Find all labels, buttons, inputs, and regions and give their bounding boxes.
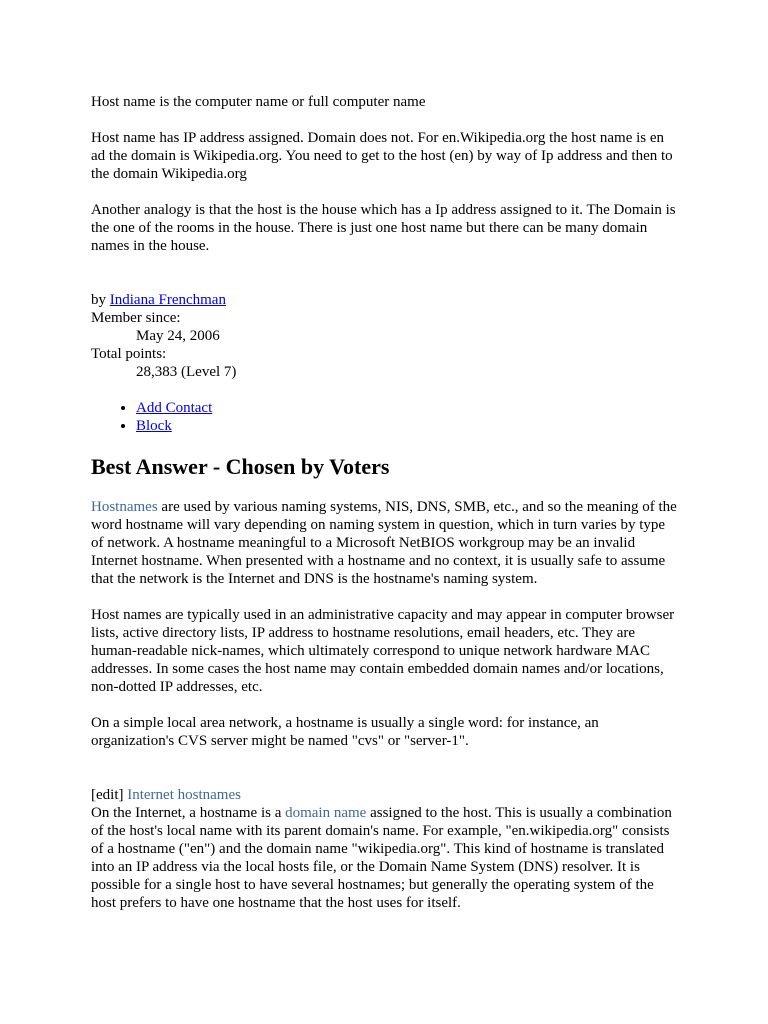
domain-name-link[interactable]: domain name [285, 805, 367, 821]
author-info [91, 291, 681, 381]
answer-text: assigned to the host. This is usually a combination of the host's local name with its parent domain's name. For example, "en.wikipedia.org" consists of a hostname ("en") and the domain name "wikipedia.org". This kind of hostname is translated into an IP address via the local hosts file, or the Domain Name System (DNS) resolver. It is possible for a single host to have several hostnames; but generally the operating system of the host prefers to have one hostname that the host uses for itself. [91, 805, 672, 911]
member-since-value: May 24, 2006 [136, 328, 220, 344]
answer-paragraph: Host names are typically used in an administrative capacity and may appear in computer browser lists, active directory lists, IP address to hostname resolutions, email headers, etc. They are human-readable nick-names, which ultimately correspond to unique network hardware MAC addresses. In some cases the host name may contain embedded domain names and/or locations, non-dotted IP addresses, etc. [91, 607, 675, 695]
add-contact-link[interactable]: Add Contact [136, 400, 213, 416]
by-label: by [91, 292, 106, 308]
total-points-label: Total points: [91, 346, 167, 362]
total-points-value: 28,383 (Level 7) [136, 364, 237, 380]
section-heading [91, 786, 681, 804]
answer-paragraph [91, 498, 681, 588]
best-answer-heading: Best Answer - Chosen by Voters [91, 454, 390, 479]
question-paragraph: Another analogy is that the host is the house which has a Ip address assigned to it. The Domain is the one of the rooms in the house. There is just one host name but there can be many domain names in the house. [91, 202, 676, 254]
block-link[interactable]: Block [136, 418, 172, 434]
question-paragraph: Host name is the computer name or full computer name [91, 94, 426, 110]
author-line [91, 291, 681, 309]
answer-paragraph: On a simple local area network, a hostname is usually a single word: for instance, an organization's CVS server might be named "cvs" or "server-1". [91, 715, 599, 749]
member-since-label: Member since: [91, 310, 181, 326]
list-item [136, 399, 681, 417]
internet-hostnames-link[interactable]: Internet hostnames [127, 787, 241, 803]
answer-paragraph [91, 804, 681, 912]
hostnames-link[interactable]: Hostnames [91, 499, 158, 515]
list-item [136, 417, 681, 435]
page-content [91, 93, 681, 912]
author-actions [91, 399, 681, 435]
edit-label: [edit] [91, 787, 124, 803]
question-paragraph: Host name has IP address assigned. Domain does not. For en.Wikipedia.org the host name is en ad the domain is Wikipedia.org. You need to get to the host (en) by way of Ip address and then to the domain Wikipedia.org [91, 130, 673, 182]
answer-text: On the Internet, a hostname is a [91, 805, 286, 821]
answer-text: are used by various naming systems, NIS, DNS, SMB, etc., and so the meaning of the word hostname will vary depending on naming system in question, which in turn varies by type of network. A hostname meaningful to a Microsoft NetBIOS workgroup may be an invalid Internet hostname. When presented with a hostname and no context, it is usually safe to assume that the network is the Internet and DNS is the hostname's naming system. [91, 499, 677, 587]
author-name-link[interactable]: Indiana Frenchman [109, 292, 226, 308]
